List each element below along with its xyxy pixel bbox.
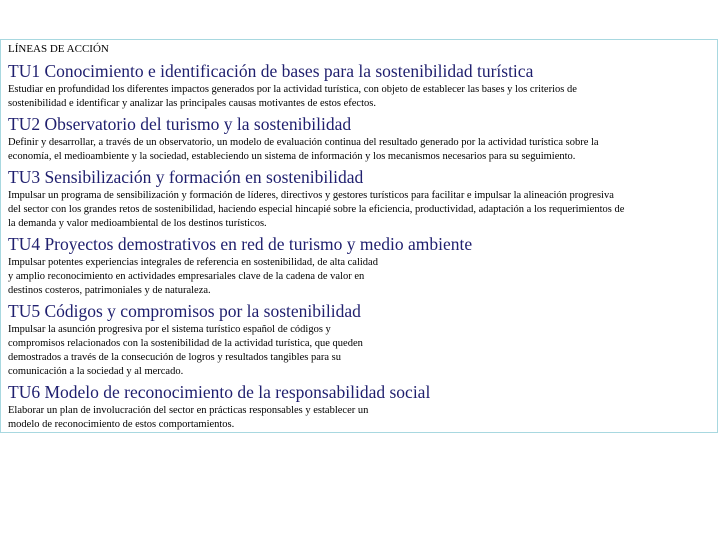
tu5-text-line-2: compromisos relacionados con la sostenibilidad de la actividad turística, que queden [8,338,363,349]
tu6-heading: TU6 Modelo de reconocimiento de la responsabilidad social [8,382,431,402]
action-lines-slide [0,39,718,433]
tu3-text-line-2: del sector con los grandes retos de sostenibilidad, haciendo especial hincapié sobre la eficiencia, productividad, adaptación a los requerimientos de [8,204,625,215]
tu5-text-line-4: comunicación a la sociedad y al mercado. [8,366,184,377]
tu3-text-line-3: la demanda y valor medioambiental de los destinos turísticos. [8,218,267,229]
tu5-text-line-3: demostrados a través de la consecución de logros y resultados tangibles para su [8,352,341,363]
tu6-text-line-1: Elaborar un plan de involucración del sector en prácticas responsables y establecer un [8,405,369,416]
tu1-text-line-2: sostenibilidad e identificar y analizar las principales causas motivantes de estos efectos. [8,98,376,109]
tu5-text-line-1: Impulsar la asunción progresiva por el sistema turístico español de códigos y [8,324,331,335]
tu2-heading: TU2 Observatorio del turismo y la sostenibilidad [8,114,352,134]
section-label: LÍNEAS DE ACCIÓN [8,43,109,55]
tu1-heading: TU1 Conocimiento e identificación de bases para la sostenibilidad turística [8,61,534,81]
tu1-text-line-1: Estudiar en profundidad los diferentes impactos generados por la actividad turística, con objeto de establecer las bases y los criterios de [8,84,577,95]
tu6-text-line-2: modelo de reconocimiento de estos comportamientos. [8,419,235,430]
tu3-text-line-1: Impulsar un programa de sensibilización y formación de líderes, directivos y gestores turísticos para facilitar e impulsar la alineación progresiva [8,190,614,201]
tu3-heading: TU3 Sensibilización y formación en sostenibilidad [8,167,364,187]
tu4-text-line-1: Impulsar potentes experiencias integrales de referencia en sostenibilidad, de alta calidad [8,257,378,268]
tu2-text-line-2: economía, el medioambiente y la sociedad, estableciendo un sistema de información y los mecanismos necesarios para su seguimiento. [8,151,576,162]
tu5-heading: TU5 Códigos y compromisos por la sostenibilidad [8,301,361,321]
tu2-text-line-1: Definir y desarrollar, a través de un observatorio, un modelo de evaluación continua del resultado generado por la actividad turística sobre la [8,137,599,148]
tu4-text-line-3: destinos costeros, patrimoniales y de naturaleza. [8,285,211,296]
tu4-heading: TU4 Proyectos demostrativos en red de turismo y medio ambiente [8,234,473,254]
tu4-text-line-2: y amplio reconocimiento en actividades empresariales clave de la cadena de valor en [8,271,365,282]
